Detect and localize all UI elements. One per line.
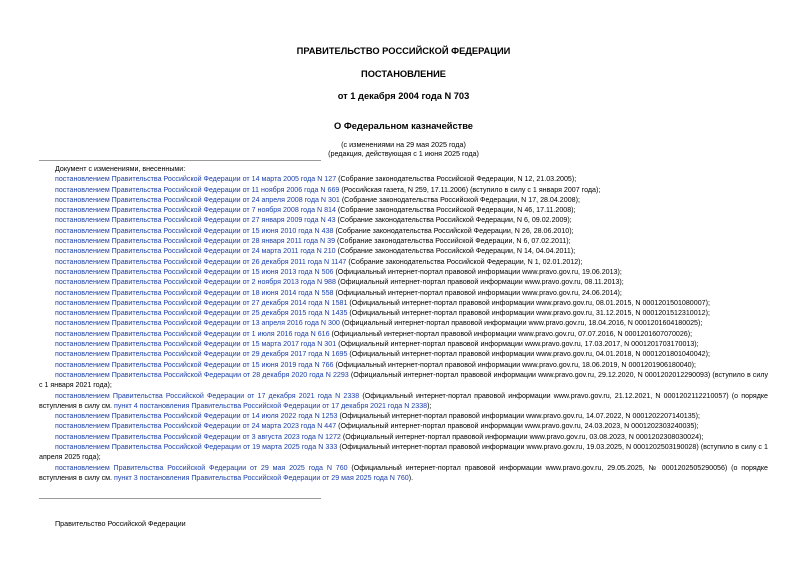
amendment-link[interactable]: постановлением Правительства Российской Федерации от 3 августа 2023 года N 1272 — [55, 432, 341, 441]
amendment-source: (Собрание законодательства Российской Федерации, N 6, 07.02.2011); — [335, 237, 571, 246]
amendment-link[interactable]: постановлением Правительства Российской Федерации от 26 декабря 2011 года N 1147 — [55, 257, 347, 266]
amendment-link[interactable]: постановлением Правительства Российской Федерации от 7 ноября 2008 года N 814 — [55, 206, 336, 215]
amendment-link[interactable]: постановлением Правительства Российской Федерации от 24 апреля 2008 года N 301 — [55, 195, 340, 204]
amendment-item — [39, 308, 768, 318]
amendment-item — [39, 349, 768, 359]
amendment-link[interactable]: постановлением Правительства Российской Федерации от 1 июля 2016 года N 616 — [55, 329, 330, 338]
amendment-item — [39, 432, 768, 442]
amendment-item — [39, 257, 768, 267]
amendment-link[interactable]: постановлением Правительства Российской Федерации от 13 апреля 2016 года N 300 — [55, 319, 340, 328]
amendments-items — [39, 174, 768, 483]
amendment-item — [39, 288, 768, 298]
amendment-source: (Официальный интернет-портал правовой информации www.pravo.gov.ru, 03.08.2023, N 0001202308030024); — [340, 432, 704, 441]
amendment-source: (Официальный интернет-портал правовой информации www.pravo.gov.ru, 24.03.2023, N 0001202303240035); — [336, 422, 699, 431]
amendment-item — [39, 174, 768, 184]
amendment-item — [39, 215, 768, 225]
amendment-item — [39, 236, 768, 246]
amendment-source: (Официальный интернет-портал правовой информации www.pravo.gov.ru, 04.01.2018, N 0001201801040042); — [347, 350, 710, 359]
amendment-source: (Официальный интернет-портал правовой информации www.pravo.gov.ru, 29.05.2025, № 0001202505290056) (о порядке вступления в силу см. — [39, 463, 769, 482]
amendment-item — [39, 463, 768, 484]
amendment-item — [39, 226, 768, 236]
amendment-item — [39, 205, 768, 215]
amendment-link[interactable]: постановлением Правительства Российской Федерации от 15 июня 2010 года N 438 — [55, 226, 334, 235]
government-heading: ПРАВИТЕЛЬСТВО РОССИЙСКОЙ ФЕДЕРАЦИИ — [296, 46, 511, 56]
top-divider — [39, 160, 321, 161]
amendment-source: (Официальный интернет-портал правовой информации www.pravo.gov.ru, 08.01.2015, N 0001201501080007); — [347, 298, 710, 307]
amendment-link[interactable]: постановлением Правительства Российской Федерации от 15 июня 2019 года N 766 — [55, 360, 334, 369]
amendment-item — [39, 329, 768, 339]
amendment-source: (Официальный интернет-портал правовой информации www.pravo.gov.ru, 24.06.2014); — [333, 288, 622, 297]
amendment-source: (Собрание законодательства Российской Федерации, N 14, 04.04.2011); — [335, 247, 576, 256]
document-date-number: от 1 декабря 2004 года N 703 — [337, 91, 470, 101]
amendment-source: (Собрание законодательства Российской Федерации, N 6, 09.02.2009); — [335, 216, 572, 225]
amendment-item — [39, 442, 768, 463]
amendment-source: (Официальный интернет-портал правовой информации www.pravo.gov.ru, 19.03.2025, N 0001202503190028) (вступило в силу с 1 апреля 2025 года); — [39, 443, 768, 462]
amendment-item — [39, 267, 768, 277]
amendment-link[interactable]: постановлением Правительства Российской Федерации от 24 марта 2011 года N 210 — [55, 247, 336, 256]
amendment-item — [39, 318, 768, 328]
amendment-item — [39, 391, 768, 412]
amendments-header: Документ с изменениями, внесенными: — [55, 165, 186, 173]
amendment-source: (Собрание законодательства Российской Федерации, N 12, 21.03.2005); — [336, 175, 577, 184]
amendment-link[interactable]: постановлением Правительства Российской Федерации от 27 января 2009 года N 43 — [55, 216, 336, 225]
amendment-source: (Официальный интернет-портал правовой информации www.pravo.gov.ru, 29.12.2020, N 0001202012290093) (вступило в силу с 1 января 2021 года); — [39, 370, 769, 390]
document-title: О Федеральном казначействе — [334, 121, 473, 131]
amendment-link[interactable]: постановлением Правительства Российской Федерации от 28 декабря 2020 года N 2293 — [55, 370, 349, 379]
amendment-source: (Собрание законодательства Российской Федерации, N 46, 17.11.2008); — [335, 206, 576, 215]
amendment-item — [39, 277, 768, 287]
amendment-item — [39, 411, 768, 421]
amendment-tail: ). — [408, 473, 414, 482]
amendment-source: (Собрание законодательства Российской Федерации, N 1, 02.01.2012); — [346, 257, 583, 266]
amendment-source: (Российская газета, N 259, 17.11.2006) (вступило в силу с 1 января 2007 года); — [339, 185, 601, 194]
amendment-link[interactable]: постановлением Правительства Российской Федерации от 29 декабря 2017 года N 1695 — [55, 350, 348, 359]
amendment-link[interactable]: постановлением Правительства Российской Федерации от 25 декабря 2015 года N 1435 — [55, 309, 348, 318]
amendment-link[interactable]: постановлением Правительства Российской Федерации от 27 декабря 2014 года N 1581 — [55, 298, 348, 307]
amendment-clause-link[interactable]: пункт 3 постановления Правительства Российской Федерации от 29 мая 2025 года N 760 — [114, 473, 409, 482]
amendment-source: (Официальный интернет-портал правовой информации www.pravo.gov.ru, 08.11.2013); — [335, 278, 624, 287]
amendment-link[interactable]: постановлением Правительства Российской Федерации от 15 июня 2013 года N 506 — [55, 267, 334, 276]
changes-note: (с изменениями на 29 мая 2025 года) — [341, 140, 466, 149]
amendment-link[interactable]: постановлением Правительства Российской Федерации от 18 июня 2014 года N 558 — [55, 288, 334, 297]
amendment-clause-link[interactable]: пункт 4 постановления Правительства Российской Федерации от 17 декабря 2021 года N 2338 — [114, 401, 428, 410]
document-type: ПОСТАНОВЛЕНИЕ — [361, 69, 446, 79]
amendment-source: (Официальный интернет-портал правовой информации www.pravo.gov.ru, 21.12.2021, N 0001202112210057) (о порядке вступления в силу см. — [39, 391, 768, 410]
amendment-source: (Официальный интернет-портал правовой информации www.pravo.gov.ru, 31.12.2015, N 0001201512310012); — [347, 309, 710, 318]
amendment-link[interactable]: постановлением Правительства Российской Федерации от 17 декабря 2021 года N 2338 — [55, 391, 360, 400]
amendment-source: (Собрание законодательства Российской Федерации, N 26, 28.06.2010); — [333, 226, 574, 235]
amendment-source: (Собрание законодательства Российской Федерации, N 17, 28.04.2008); — [339, 195, 580, 204]
amendment-item — [39, 360, 768, 370]
amendments-list — [39, 164, 768, 483]
amendment-link[interactable]: постановлением Правительства Российской Федерации от 29 мая 2025 года N 760 — [55, 463, 348, 472]
amendment-link[interactable]: постановлением Правительства Российской Федерации от 19 марта 2025 года N 333 — [55, 443, 338, 452]
amendment-item — [39, 370, 768, 391]
amendment-source: (Официальный интернет-портал правовой информации www.pravo.gov.ru, 18.04.2016, N 0001201604180025); — [339, 319, 703, 328]
amendment-link[interactable]: постановлением Правительства Российской Федерации от 24 марта 2023 года N 447 — [55, 422, 337, 431]
amendment-item — [39, 298, 768, 308]
amendment-item — [39, 246, 768, 256]
amendment-tail: ); — [427, 401, 432, 410]
amendment-link[interactable]: постановлением Правительства Российской Федерации от 15 марта 2017 года N 301 — [55, 340, 337, 349]
amendment-item — [39, 185, 768, 195]
amendment-source: (Официальный интернет-портал правовой информации www.pravo.gov.ru, 14.07.2022, N 0001202207140135); — [337, 412, 700, 421]
amendment-source: (Официальный интернет-портал правовой информации www.pravo.gov.ru, 19.06.2013); — [333, 267, 622, 276]
amendment-item — [39, 339, 768, 349]
amendment-source: (Официальный интернет-портал правовой информации www.pravo.gov.ru, 17.03.2017, N 0001201703170013); — [336, 340, 699, 349]
amendment-source: (Официальный интернет-портал правовой информации www.pravo.gov.ru, 18.06.2019, N 0001201906180040); — [333, 360, 696, 369]
amendment-source: (Официальный интернет-портал правовой информации www.pravo.gov.ru, 07.07.2016, N 0001201607070026); — [329, 329, 693, 338]
signer: Правительство Российской Федерации — [55, 519, 186, 528]
amendment-link[interactable]: постановлением Правительства Российской Федерации от 14 марта 2005 года N 127 — [55, 175, 337, 184]
amendment-item — [39, 421, 768, 431]
amendment-link[interactable]: постановлением Правительства Российской Федерации от 28 января 2011 года N 39 — [55, 237, 336, 246]
amendment-link[interactable]: постановлением Правительства Российской Федерации от 14 июля 2022 года N 1253 — [55, 412, 338, 421]
amendment-item — [39, 195, 768, 205]
amendment-link[interactable]: постановлением Правительства Российской Федерации от 11 ноября 2006 года N 669 — [55, 185, 340, 194]
amendment-link[interactable]: постановлением Правительства Российской Федерации от 2 ноября 2013 года N 988 — [55, 278, 336, 287]
edition-note: (редакция, действующая с 1 июня 2025 года) — [328, 149, 479, 158]
bottom-divider — [39, 498, 321, 499]
